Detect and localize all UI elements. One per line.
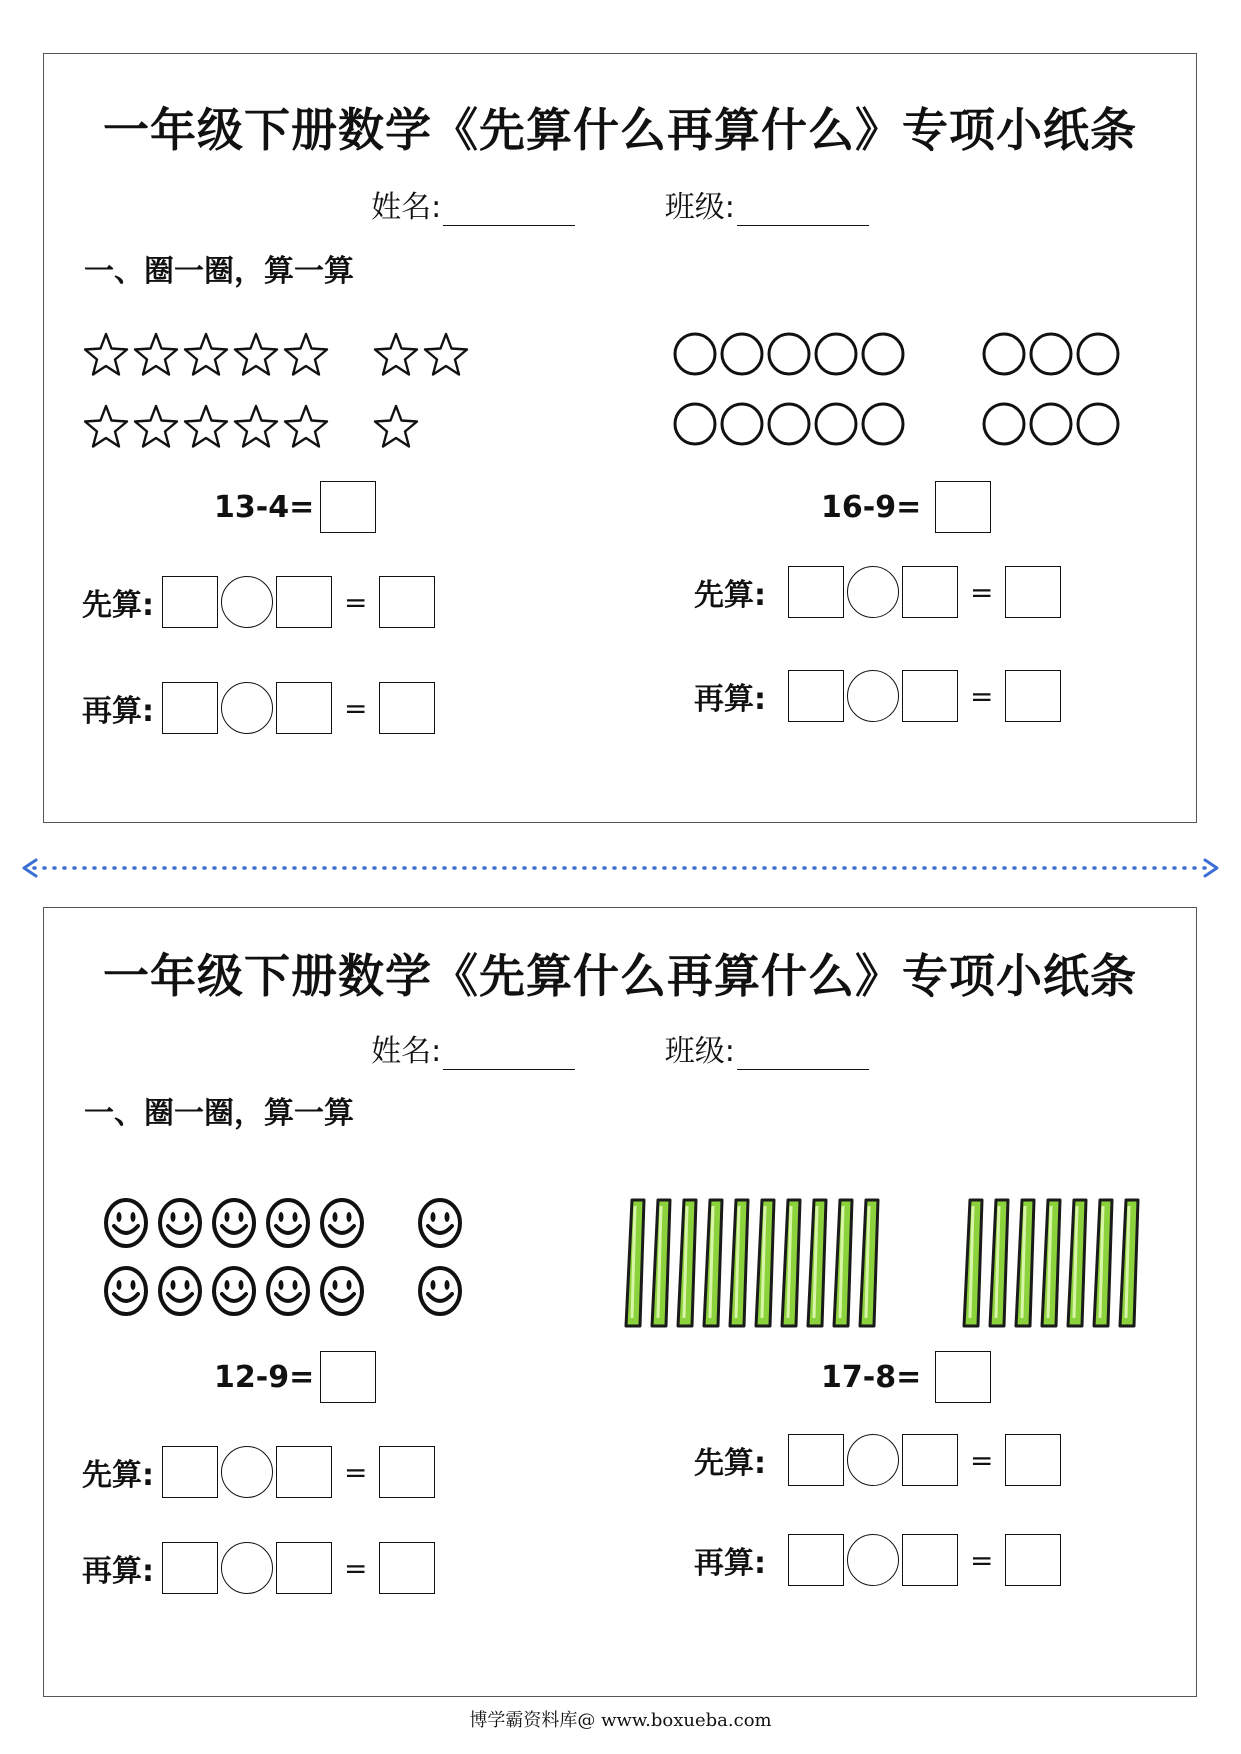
circle-icon (984, 404, 1024, 444)
star-picture-group (84, 322, 524, 462)
stick-icon (1016, 1200, 1034, 1326)
stick-picture-group (624, 1198, 1194, 1338)
smiley-icon (268, 1200, 308, 1246)
result-box[interactable] (1005, 1534, 1061, 1586)
stick-icon (756, 1200, 774, 1326)
first-step-label: 先算: (82, 588, 154, 623)
star-icon (285, 406, 327, 447)
operand-box[interactable] (902, 670, 958, 722)
operand-box[interactable] (788, 566, 844, 618)
smiley-icon (420, 1200, 460, 1246)
circle-icon (863, 404, 903, 444)
equals-sign: = (970, 1543, 994, 1577)
section-heading: 一、圈一圈，算一算 (84, 1096, 354, 1131)
star-icon (375, 406, 417, 447)
circle-icon (722, 404, 762, 444)
circle-icon (675, 404, 715, 444)
smiley-icon (214, 1268, 254, 1314)
stick-icon (964, 1200, 982, 1326)
left-first-step (82, 576, 435, 628)
answer-box[interactable] (935, 1351, 991, 1403)
result-box[interactable] (1005, 566, 1061, 618)
slip-title: 一年级下册数学《先算什么再算什么》专项小纸条 (103, 949, 1137, 1003)
result-box[interactable] (379, 1542, 435, 1594)
name-label: 姓名: (371, 190, 442, 225)
operand-box[interactable] (902, 1534, 958, 1586)
stick-icon (626, 1200, 644, 1326)
operand-box[interactable] (162, 576, 218, 628)
class-blank[interactable] (737, 199, 869, 226)
star-icon (85, 334, 127, 375)
worksheet-slip-1 (43, 53, 1197, 823)
result-box[interactable] (1005, 670, 1061, 722)
class-label: 班级: (664, 1034, 735, 1069)
class-label: 班级: (664, 190, 735, 225)
stick-icon (678, 1200, 696, 1326)
result-box[interactable] (1005, 1434, 1061, 1486)
operand-box[interactable] (788, 1434, 844, 1486)
equals-sign: = (344, 585, 368, 619)
student-info-row (44, 1026, 1196, 1070)
then-step-label: 再算: (694, 1546, 766, 1581)
smiley-picture-group (104, 1198, 524, 1338)
star-icon (235, 406, 277, 447)
left-expression (214, 481, 376, 533)
star-icon (135, 334, 177, 375)
circle-picture-group (669, 322, 1189, 462)
answer-box[interactable] (320, 1351, 376, 1403)
operand-box[interactable] (162, 1446, 218, 1498)
name-label: 姓名: (371, 1034, 442, 1069)
stick-icon (1094, 1200, 1112, 1326)
operand-box[interactable] (162, 682, 218, 734)
left-then-step (82, 1542, 435, 1594)
first-step-label: 先算: (82, 1458, 154, 1493)
circle-icon (816, 334, 856, 374)
operator-circle[interactable] (847, 1434, 899, 1486)
stick-icon (1042, 1200, 1060, 1326)
operand-box[interactable] (788, 1534, 844, 1586)
right-then-step (694, 670, 1061, 722)
first-step-label: 先算: (694, 1446, 766, 1481)
operator-circle[interactable] (221, 1446, 273, 1498)
result-box[interactable] (379, 1446, 435, 1498)
stick-icon (730, 1200, 748, 1326)
operand-box[interactable] (276, 576, 332, 628)
result-box[interactable] (379, 576, 435, 628)
circle-icon (769, 334, 809, 374)
smiley-icon (322, 1200, 362, 1246)
then-step-label: 再算: (82, 1554, 154, 1589)
right-expression (821, 1351, 991, 1403)
circle-icon (1031, 404, 1071, 444)
answer-box[interactable] (935, 481, 991, 533)
circle-icon (816, 404, 856, 444)
operand-box[interactable] (902, 566, 958, 618)
star-icon (375, 334, 417, 375)
class-blank[interactable] (737, 1043, 869, 1070)
smiley-icon (322, 1268, 362, 1314)
stick-icon (782, 1200, 800, 1326)
section-heading: 一、圈一圈，算一算 (84, 254, 354, 289)
name-blank[interactable] (443, 1043, 575, 1070)
operator-circle[interactable] (847, 670, 899, 722)
expression-text: 16-9= (821, 489, 922, 525)
stick-icon (1068, 1200, 1086, 1326)
smiley-icon (214, 1200, 254, 1246)
cut-line-divider (20, 858, 1221, 878)
operator-circle[interactable] (221, 682, 273, 734)
operator-circle[interactable] (847, 566, 899, 618)
circle-icon (1078, 334, 1118, 374)
smiley-icon (160, 1268, 200, 1314)
stick-icon (834, 1200, 852, 1326)
stick-icon (860, 1200, 878, 1326)
stick-icon (1120, 1200, 1138, 1326)
operand-box[interactable] (902, 1434, 958, 1486)
left-expression (214, 1351, 376, 1403)
stick-icon (704, 1200, 722, 1326)
smiley-icon (106, 1268, 146, 1314)
left-first-step (82, 1446, 435, 1498)
name-blank[interactable] (443, 199, 575, 226)
right-first-step (694, 566, 1061, 618)
right-first-step (694, 1434, 1061, 1486)
star-icon (185, 406, 227, 447)
answer-box[interactable] (320, 481, 376, 533)
circle-icon (1031, 334, 1071, 374)
then-step-label: 再算: (694, 682, 766, 717)
right-expression (821, 481, 991, 533)
circle-icon (722, 334, 762, 374)
star-icon (135, 406, 177, 447)
star-icon (425, 334, 467, 375)
student-info-row (44, 182, 1196, 226)
operand-box[interactable] (276, 682, 332, 734)
expression-text: 17-8= (821, 1359, 922, 1395)
worksheet-slip-2 (43, 907, 1197, 1697)
operand-box[interactable] (276, 1446, 332, 1498)
stick-icon (990, 1200, 1008, 1326)
footer-watermark: 博学霸资料库@ www.boxueba.com (469, 1710, 772, 1731)
equals-sign: = (970, 575, 994, 609)
circle-icon (863, 334, 903, 374)
operator-circle[interactable] (847, 1534, 899, 1586)
result-box[interactable] (379, 682, 435, 734)
slip-title: 一年级下册数学《先算什么再算什么》专项小纸条 (103, 103, 1137, 157)
star-icon (285, 334, 327, 375)
first-step-label: 先算: (694, 578, 766, 613)
equals-sign: = (344, 1455, 368, 1489)
equals-sign: = (344, 691, 368, 725)
operator-circle[interactable] (221, 1542, 273, 1594)
equals-sign: = (344, 1551, 368, 1585)
smiley-icon (420, 1268, 460, 1314)
smiley-icon (160, 1200, 200, 1246)
star-icon (235, 334, 277, 375)
stick-icon (652, 1200, 670, 1326)
expression-text: 13-4= (214, 489, 315, 525)
circle-icon (769, 404, 809, 444)
operand-box[interactable] (788, 670, 844, 722)
star-icon (185, 334, 227, 375)
equals-sign: = (970, 679, 994, 713)
smiley-icon (268, 1268, 308, 1314)
operand-box[interactable] (162, 1542, 218, 1594)
left-then-step (82, 682, 435, 734)
right-then-step (694, 1534, 1061, 1586)
operator-circle[interactable] (221, 576, 273, 628)
circle-icon (1078, 404, 1118, 444)
smiley-icon (106, 1200, 146, 1246)
circle-icon (675, 334, 715, 374)
equals-sign: = (970, 1443, 994, 1477)
then-step-label: 再算: (82, 694, 154, 729)
circle-icon (984, 334, 1024, 374)
star-icon (85, 406, 127, 447)
operand-box[interactable] (276, 1542, 332, 1594)
expression-text: 12-9= (214, 1359, 315, 1395)
stick-icon (808, 1200, 826, 1326)
right-arrow-icon (1205, 860, 1217, 876)
